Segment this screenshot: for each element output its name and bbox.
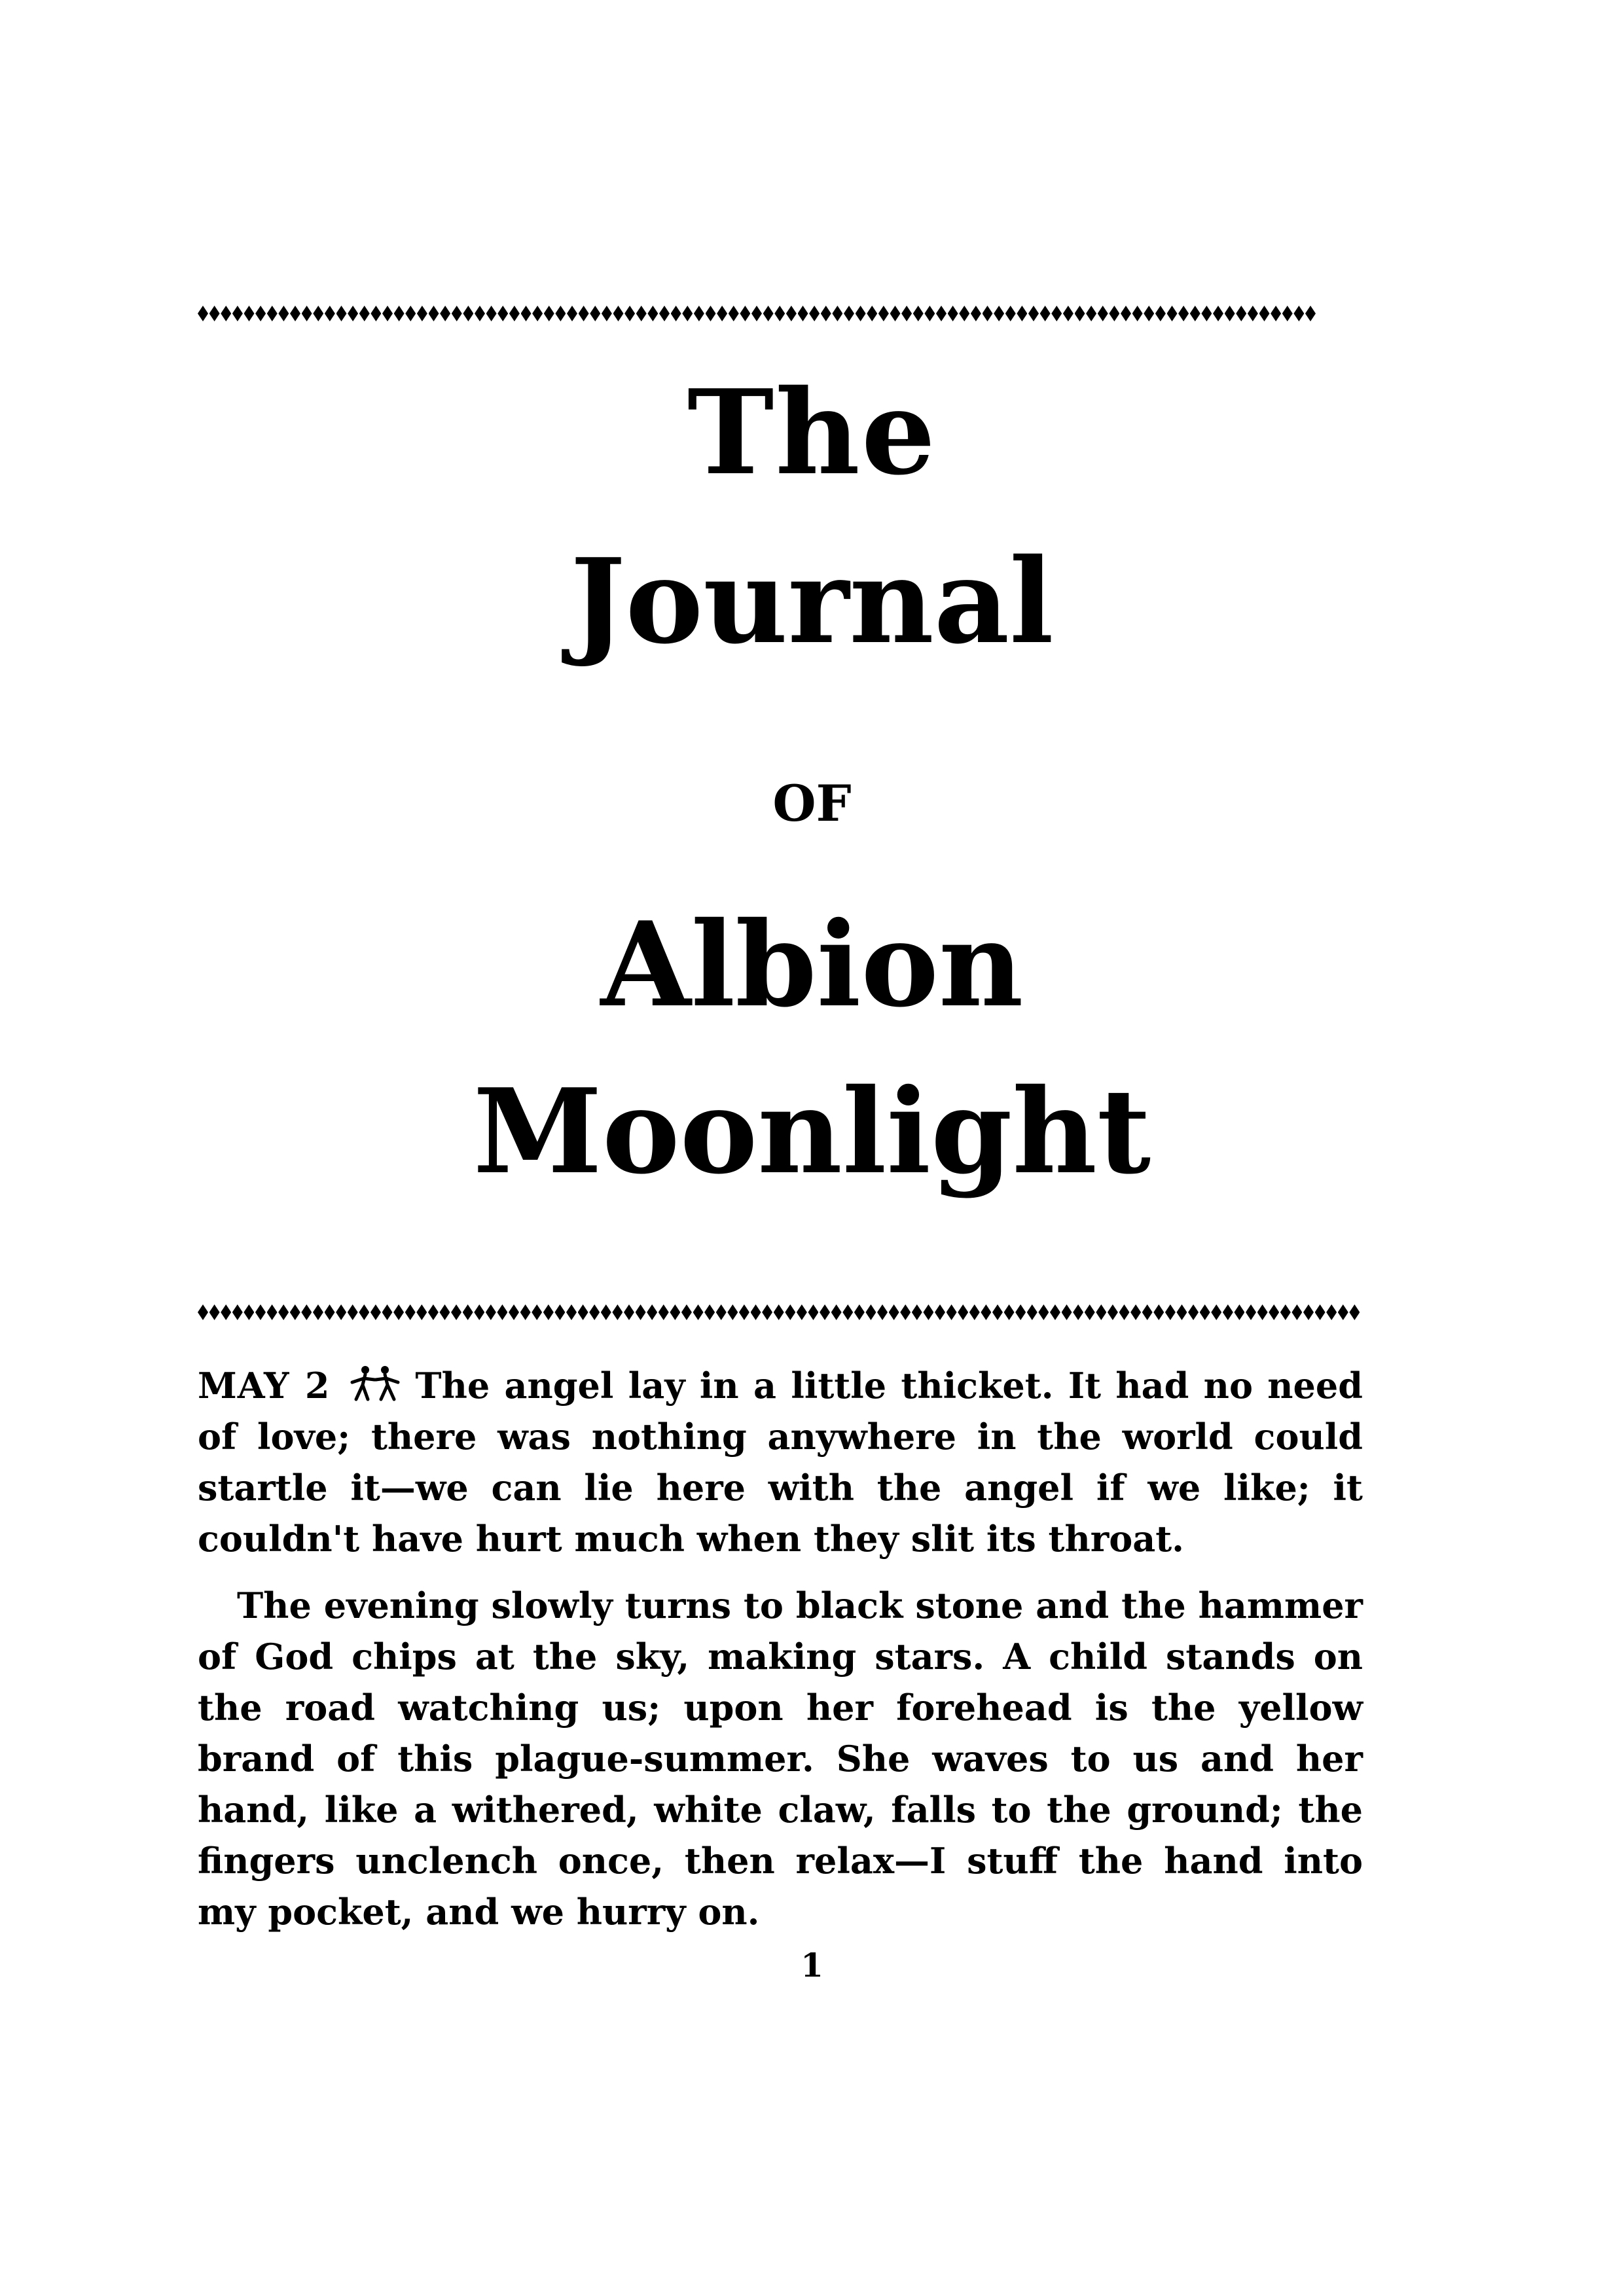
rule-diamond	[647, 1304, 657, 1320]
rule-diamond	[474, 1304, 484, 1320]
rule-diamond	[221, 1304, 231, 1320]
rule-diamond	[1225, 306, 1235, 321]
rule-diamond	[694, 306, 704, 321]
page-number: 1	[801, 1946, 823, 1984]
rule-diamond	[820, 1304, 830, 1320]
rule-diamond	[1004, 1304, 1015, 1320]
rule-diamond	[936, 306, 947, 321]
rule-diamond	[890, 306, 901, 321]
rule-diamond	[1098, 306, 1108, 321]
rule-diamond	[981, 1304, 991, 1320]
rule-diamond	[786, 306, 797, 321]
title-line-moonlight: Moonlight	[473, 1063, 1151, 1200]
rule-diamond	[878, 306, 889, 321]
rule-diamond	[624, 306, 635, 321]
title-connector-of: OF	[772, 774, 852, 833]
rule-diamond	[348, 1304, 358, 1320]
rule-diamond	[1167, 306, 1178, 321]
top-ornamental-rule	[198, 302, 1316, 325]
rule-diamond	[325, 1304, 335, 1320]
rule-diamond	[889, 1304, 899, 1320]
rule-diamond	[877, 1304, 888, 1320]
rule-diamond	[590, 306, 600, 321]
rule-diamond	[854, 1304, 865, 1320]
rule-diamond	[567, 306, 577, 321]
rule-diamond	[1075, 306, 1085, 321]
rule-diamond	[1144, 306, 1154, 321]
rule-diamond	[751, 306, 762, 321]
rule-diamond	[221, 306, 231, 321]
figures-icon	[350, 1364, 401, 1401]
rule-diamond	[983, 306, 993, 321]
rule-diamond	[1190, 306, 1200, 321]
title-line-the: The	[687, 364, 937, 501]
rule-diamond	[681, 1304, 692, 1320]
rule-diamond	[532, 306, 543, 321]
rule-diamond	[797, 1304, 807, 1320]
rule-diamond	[706, 306, 716, 321]
rule-diamond	[958, 1304, 968, 1320]
rule-diamond	[497, 306, 508, 321]
rule-diamond	[1028, 306, 1039, 321]
rule-diamond	[971, 306, 981, 321]
rule-diamond	[1015, 1304, 1026, 1320]
rule-diamond	[913, 306, 924, 321]
rule-diamond	[947, 1304, 957, 1320]
rule-diamond	[1200, 1304, 1210, 1320]
rule-diamond	[613, 306, 624, 321]
rule-diamond	[1130, 1304, 1141, 1320]
rule-diamond	[520, 1304, 531, 1320]
rule-diamond	[1213, 306, 1223, 321]
title-line-albion: Albion	[600, 896, 1024, 1033]
rule-diamond	[290, 306, 300, 321]
rule-diamond	[475, 306, 485, 321]
rule-diamond	[1326, 1304, 1337, 1320]
rule-diamond	[532, 1304, 542, 1320]
rule-diamond	[1153, 1304, 1164, 1320]
rule-diamond	[601, 1304, 611, 1320]
rule-diamond	[267, 1304, 278, 1320]
entry-date: MAY 2	[198, 1365, 331, 1407]
rule-diamond	[302, 306, 312, 321]
rule-diamond	[255, 306, 266, 321]
rule-diamond	[624, 1304, 634, 1320]
rule-diamond	[659, 1304, 669, 1320]
rule-diamond	[901, 306, 912, 321]
rule-diamond	[290, 1304, 300, 1320]
rule-diamond	[198, 1304, 208, 1320]
rule-diamond	[232, 1304, 243, 1320]
rule-diamond	[844, 306, 854, 321]
rule-diamond	[659, 306, 670, 321]
rule-diamond	[267, 306, 278, 321]
rule-diamond	[1119, 1304, 1130, 1320]
rule-diamond	[1257, 1304, 1268, 1320]
rule-diamond	[393, 1304, 404, 1320]
rule-diamond	[923, 1304, 933, 1320]
rule-diamond	[729, 306, 739, 321]
rule-diamond	[670, 1304, 680, 1320]
rule-diamond	[486, 306, 497, 321]
rule-diamond	[809, 306, 820, 321]
rule-diamond	[821, 306, 831, 321]
rule-diamond	[278, 306, 289, 321]
rule-diamond	[1248, 306, 1258, 321]
rule-diamond	[1305, 306, 1316, 321]
rule-diamond	[1246, 1304, 1256, 1320]
rule-diamond	[1142, 1304, 1153, 1320]
rule-diamond	[1165, 1304, 1176, 1320]
rule-diamond	[486, 1304, 496, 1320]
rule-diamond	[1062, 1304, 1072, 1320]
rule-diamond	[1280, 1304, 1291, 1320]
rule-diamond	[1073, 1304, 1083, 1320]
rule-diamond	[359, 1304, 369, 1320]
rule-diamond	[602, 306, 612, 321]
rule-diamond	[394, 306, 405, 321]
rule-diamond	[798, 306, 808, 321]
rule-diamond	[924, 306, 935, 321]
rule-diamond	[727, 1304, 738, 1320]
rule-diamond	[682, 306, 693, 321]
rule-diamond	[521, 306, 532, 321]
rule-diamond	[1155, 306, 1166, 321]
journal-entry	[198, 1360, 1363, 1937]
rule-diamond	[566, 1304, 577, 1320]
rule-diamond	[278, 1304, 289, 1320]
rule-diamond	[589, 1304, 600, 1320]
rule-diamond	[671, 306, 681, 321]
title-line-journal: Journal	[570, 533, 1054, 670]
rule-diamond	[1188, 1304, 1199, 1320]
rule-diamond	[1338, 1304, 1348, 1320]
rule-diamond	[1271, 306, 1281, 321]
rule-diamond	[739, 1304, 749, 1320]
rule-diamond	[417, 306, 427, 321]
rule-diamond	[359, 306, 370, 321]
rule-diamond	[578, 1304, 588, 1320]
rule-diamond	[751, 1304, 761, 1320]
rule-diamond	[555, 306, 566, 321]
rule-diamond	[832, 306, 842, 321]
rule-diamond	[429, 306, 439, 321]
rule-diamond	[382, 306, 393, 321]
rule-diamond	[544, 306, 554, 321]
rule-diamond	[1038, 1304, 1049, 1320]
rule-diamond	[1201, 306, 1212, 321]
rule-diamond	[452, 306, 462, 321]
rule-diamond	[994, 306, 1004, 321]
rule-diamond	[856, 306, 866, 321]
rule-diamond	[808, 1304, 818, 1320]
rule-diamond	[336, 306, 347, 321]
rule-diamond	[935, 1304, 945, 1320]
rule-diamond	[1293, 306, 1304, 321]
rule-diamond	[244, 1304, 254, 1320]
rule-diamond	[1085, 1304, 1095, 1320]
rule-diamond	[370, 306, 381, 321]
rule-diamond	[579, 306, 589, 321]
rule-diamond	[440, 306, 450, 321]
rule-diamond	[451, 1304, 461, 1320]
rule-diamond	[636, 306, 647, 321]
rule-diamond	[717, 306, 727, 321]
rule-diamond	[255, 1304, 266, 1320]
rule-diamond	[948, 306, 958, 321]
rule-diamond	[693, 1304, 704, 1320]
rule-diamond	[209, 306, 220, 321]
rule-diamond	[497, 1304, 507, 1320]
rule-diamond	[704, 1304, 715, 1320]
rule-diamond	[1132, 306, 1143, 321]
rule-diamond	[647, 306, 658, 321]
rule-diamond	[912, 1304, 922, 1320]
rule-diamond	[1269, 1304, 1279, 1320]
rule-diamond	[313, 1304, 323, 1320]
rule-diamond	[740, 306, 750, 321]
rule-diamond	[900, 1304, 911, 1320]
entry-paragraph-1-text: The angel lay in a little thicket. It had no need of love; there was nothing anywhere in the world could startle it—we can lie here with the angel if we like; it couldn't have hurt much when they slit its throat.	[198, 1365, 1363, 1560]
rule-diamond	[370, 1304, 381, 1320]
rule-diamond	[763, 306, 774, 321]
rule-diamond	[1096, 1304, 1106, 1320]
rule-diamond	[1349, 1304, 1360, 1320]
rule-diamond	[244, 306, 255, 321]
rule-diamond	[405, 306, 416, 321]
rule-diamond	[785, 1304, 795, 1320]
rule-diamond	[428, 1304, 439, 1320]
rule-diamond	[509, 306, 520, 321]
rule-diamond	[325, 306, 335, 321]
rule-diamond	[439, 1304, 450, 1320]
rule-diamond	[636, 1304, 646, 1320]
rule-diamond	[1259, 306, 1270, 321]
rule-diamond	[1017, 306, 1027, 321]
rule-diamond	[463, 1304, 473, 1320]
rule-diamond	[1051, 306, 1062, 321]
bottom-ornamental-rule	[198, 1301, 1360, 1323]
rule-diamond	[992, 1304, 1003, 1320]
rule-diamond	[1291, 1304, 1302, 1320]
rule-diamond	[1282, 306, 1293, 321]
rule-diamond	[959, 306, 969, 321]
rule-diamond	[382, 1304, 393, 1320]
rule-diamond	[1303, 1304, 1314, 1320]
rule-diamond	[209, 1304, 220, 1320]
rule-diamond	[1040, 306, 1051, 321]
rule-diamond	[1063, 306, 1074, 321]
rule-diamond	[463, 306, 473, 321]
rule-diamond	[198, 306, 208, 321]
rule-diamond	[865, 1304, 876, 1320]
rule-diamond	[969, 1304, 980, 1320]
rule-diamond	[509, 1304, 519, 1320]
rule-diamond	[762, 1304, 772, 1320]
rule-diamond	[716, 1304, 727, 1320]
rule-diamond	[554, 1304, 565, 1320]
rule-diamond	[416, 1304, 427, 1320]
rule-diamond	[543, 1304, 554, 1320]
rule-diamond	[1211, 1304, 1221, 1320]
rule-diamond	[774, 1304, 784, 1320]
rule-diamond	[1234, 1304, 1244, 1320]
rule-diamond	[336, 1304, 346, 1320]
rule-diamond	[867, 306, 877, 321]
rule-diamond	[1176, 1304, 1187, 1320]
rule-diamond	[1108, 1304, 1118, 1320]
rule-diamond	[1027, 1304, 1038, 1320]
rule-diamond	[1109, 306, 1119, 321]
rule-diamond	[1005, 306, 1016, 321]
entry-paragraph-1	[198, 1360, 1363, 1564]
rule-diamond	[348, 306, 358, 321]
rule-diamond	[405, 1304, 416, 1320]
rule-diamond	[232, 306, 243, 321]
rule-diamond	[1236, 306, 1246, 321]
rule-diamond	[1121, 306, 1131, 321]
rule-diamond	[1178, 306, 1189, 321]
rule-diamond	[612, 1304, 623, 1320]
rule-diamond	[842, 1304, 853, 1320]
rule-diamond	[831, 1304, 842, 1320]
rule-diamond	[1086, 306, 1096, 321]
entry-paragraph-2: The evening slowly turns to black stone and the hammer of God chips at the sky, making stars. A child stands on the road watching us; upon her forehead is the yellow brand of this plague-summer. She waves to us and her hand, like a withered, white claw, falls to the ground; the fingers unclench once, then relax—I stuff the hand into my pocket, and we hurry on.	[198, 1585, 1363, 1933]
rule-diamond	[1050, 1304, 1060, 1320]
rule-diamond	[1315, 1304, 1326, 1320]
rule-diamond	[313, 306, 323, 321]
rule-diamond	[301, 1304, 312, 1320]
rule-diamond	[774, 306, 785, 321]
rule-diamond	[1223, 1304, 1233, 1320]
